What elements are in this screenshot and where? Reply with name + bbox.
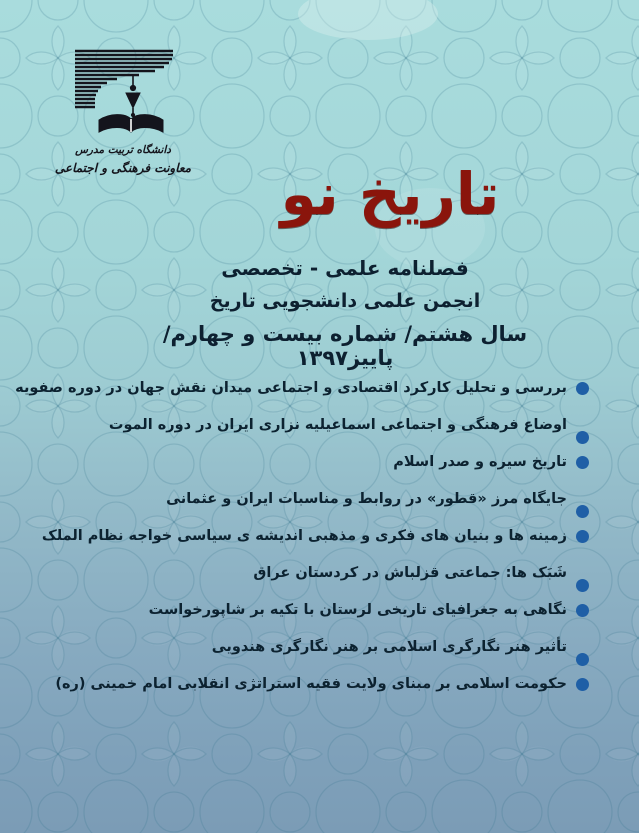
- article-title: نگاهی به جغرافیای تاریخی لرستان با تکیه بر شاپورخواست: [148, 602, 567, 619]
- association-line: انجمن علمی دانشجویی تاریخ: [209, 290, 481, 312]
- article-list-item: [15, 370, 589, 407]
- article-list: [15, 370, 589, 703]
- article-bullet-icon: [576, 653, 589, 666]
- article-bullet-icon: [576, 579, 589, 592]
- journal-title: تاریخ نو: [280, 160, 500, 228]
- article-title: جایگاه مرز «قطور» در روابط و مناسبات ایران و عثمانی: [166, 491, 567, 508]
- issue-info-line: سال هشتم/ شماره بیست و چهارم/ پاییز۱۳۹۷: [162, 322, 528, 370]
- article-list-item: [15, 444, 589, 481]
- article-bullet-icon: [576, 456, 589, 469]
- article-list-item: [15, 518, 589, 555]
- article-list-item: [15, 592, 589, 629]
- article-bullet-icon: [576, 382, 589, 395]
- article-list-item: [15, 407, 589, 444]
- article-bullet-icon: [576, 678, 589, 691]
- article-bullet-icon: [576, 604, 589, 617]
- article-bullet-icon: [576, 530, 589, 543]
- masthead-subtitles: [120, 256, 570, 370]
- article-title: شَبَک ها: جماعتی قزلباش در کردستان عراق: [253, 565, 567, 582]
- article-title: تأثیر هنر نگارگری اسلامی بر هنر نگارگری هندویی: [211, 639, 567, 656]
- article-title: اوضاع فرهنگی و اجتماعی اسماعیلیه نزاری ایران در دوره الموت: [108, 417, 567, 434]
- journal-type-line: فصلنامه علمی - تخصصی: [221, 256, 469, 280]
- article-list-item: [15, 481, 589, 518]
- logo-department-name: معاونت فرهنگی و اجتماعی: [54, 161, 192, 175]
- article-list-item: [15, 629, 589, 666]
- university-emblem-icon: [67, 48, 179, 140]
- article-title: تاریخ سیره و صدر اسلام: [393, 454, 567, 471]
- article-bullet-icon: [576, 431, 589, 444]
- article-list-item: [15, 666, 589, 703]
- logo-university-name: دانشگاه تربیت مدرس: [75, 144, 171, 156]
- article-title: بررسی و تحلیل کارکرد اقتصادی و اجتماعی میدان نقش جهان در دوره صفویه: [15, 380, 567, 397]
- article-title: زمینه ها و بنیان های فکری و مذهبی اندیشه ی سیاسی خواجه نظام الملک: [41, 528, 567, 545]
- tarbiat-modares-university-logo: [48, 48, 198, 175]
- article-bullet-icon: [576, 505, 589, 518]
- article-list-item: [15, 555, 589, 592]
- article-title: حکومت اسلامی بر مبنای ولایت فقیه استراتژی انقلابی امام خمینی (ره): [55, 676, 567, 693]
